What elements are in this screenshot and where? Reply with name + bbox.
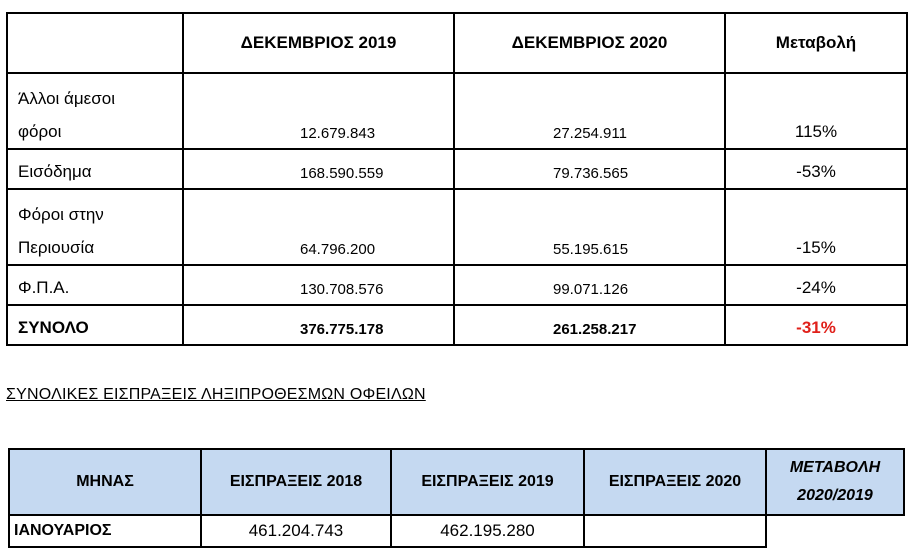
header-change-2020-2019: [766, 449, 904, 515]
row-label: [7, 73, 183, 149]
total-2019: 376.775.178: [183, 305, 454, 345]
total-2020: 261.258.217: [454, 305, 725, 345]
table-row: [7, 149, 907, 189]
header-collections-2018: ΕΙΣΠΡΑΞΕΙΣ 2018: [201, 449, 391, 515]
table-row: [7, 265, 907, 305]
collections-2018-cell: 461.204.743: [201, 515, 391, 547]
table-header-row: [9, 449, 904, 515]
change-value: -53%: [725, 149, 907, 189]
total-row: [7, 305, 907, 345]
change-value: -15%: [725, 189, 907, 265]
header-change-line1: ΜΕΤΑΒΟΛΗ: [789, 459, 881, 476]
header-collections-2019: ΕΙΣΠΡΑΞΕΙΣ 2019: [391, 449, 584, 515]
header-dec-2020: ΔΕΚΕΜΒΡΙΟΣ 2020: [454, 13, 725, 73]
month-cell: ΙΑΝΟΥΑΡΙΟΣ: [9, 515, 201, 547]
revenue-comparison-table: [6, 12, 908, 346]
collections-2020-cell: [584, 515, 766, 547]
header-empty: [7, 13, 183, 73]
value-2020: 55.195.615: [454, 189, 725, 265]
row-label: [7, 189, 183, 265]
value-2020: 79.736.565: [454, 149, 725, 189]
row-label: Εισόδημα: [7, 149, 183, 189]
value-2020: 99.071.126: [454, 265, 725, 305]
value-2019: 168.590.559: [183, 149, 454, 189]
table-row: [7, 189, 907, 265]
header-dec-2019: ΔΕΚΕΜΒΡΙΟΣ 2019: [183, 13, 454, 73]
section-title: ΣΥΝΟΛΙΚΕΣ ΕΙΣΠΡΑΞΕΙΣ ΛΗΞΙΠΡΟΘΕΣΜΩΝ ΟΦΕΙΛΩΝ: [6, 386, 426, 403]
collections-2019-cell: 462.195.280: [391, 515, 584, 547]
header-change-line2: 2020/2019: [797, 487, 873, 504]
value-2019: 12.679.843: [183, 73, 454, 149]
change-value: -24%: [725, 265, 907, 305]
value-2019: 64.796.200: [183, 189, 454, 265]
total-label: ΣΥΝΟΛΟ: [7, 305, 183, 345]
change-cell: [766, 515, 904, 547]
row-label: Φ.Π.Α.: [7, 265, 183, 305]
total-change: -31%: [725, 305, 907, 345]
table-row: [9, 515, 904, 547]
header-change: Μεταβολή: [725, 13, 907, 73]
row-label-line2: Περιουσία: [18, 238, 95, 257]
header-month: ΜΗΝΑΣ: [9, 449, 201, 515]
header-collections-2020: ΕΙΣΠΡΑΞΕΙΣ 2020: [584, 449, 766, 515]
overdue-collections-table: [8, 448, 905, 548]
row-label-line1: Φόροι στην: [18, 205, 104, 224]
value-2020: 27.254.911: [454, 73, 725, 149]
table-row: [7, 73, 907, 149]
value-2019: 130.708.576: [183, 265, 454, 305]
table-header-row: [7, 13, 907, 73]
row-label-line1: Άλλοι άμεσοι: [18, 89, 115, 108]
row-label-line2: φόροι: [18, 122, 62, 141]
change-value: 115%: [725, 73, 907, 149]
